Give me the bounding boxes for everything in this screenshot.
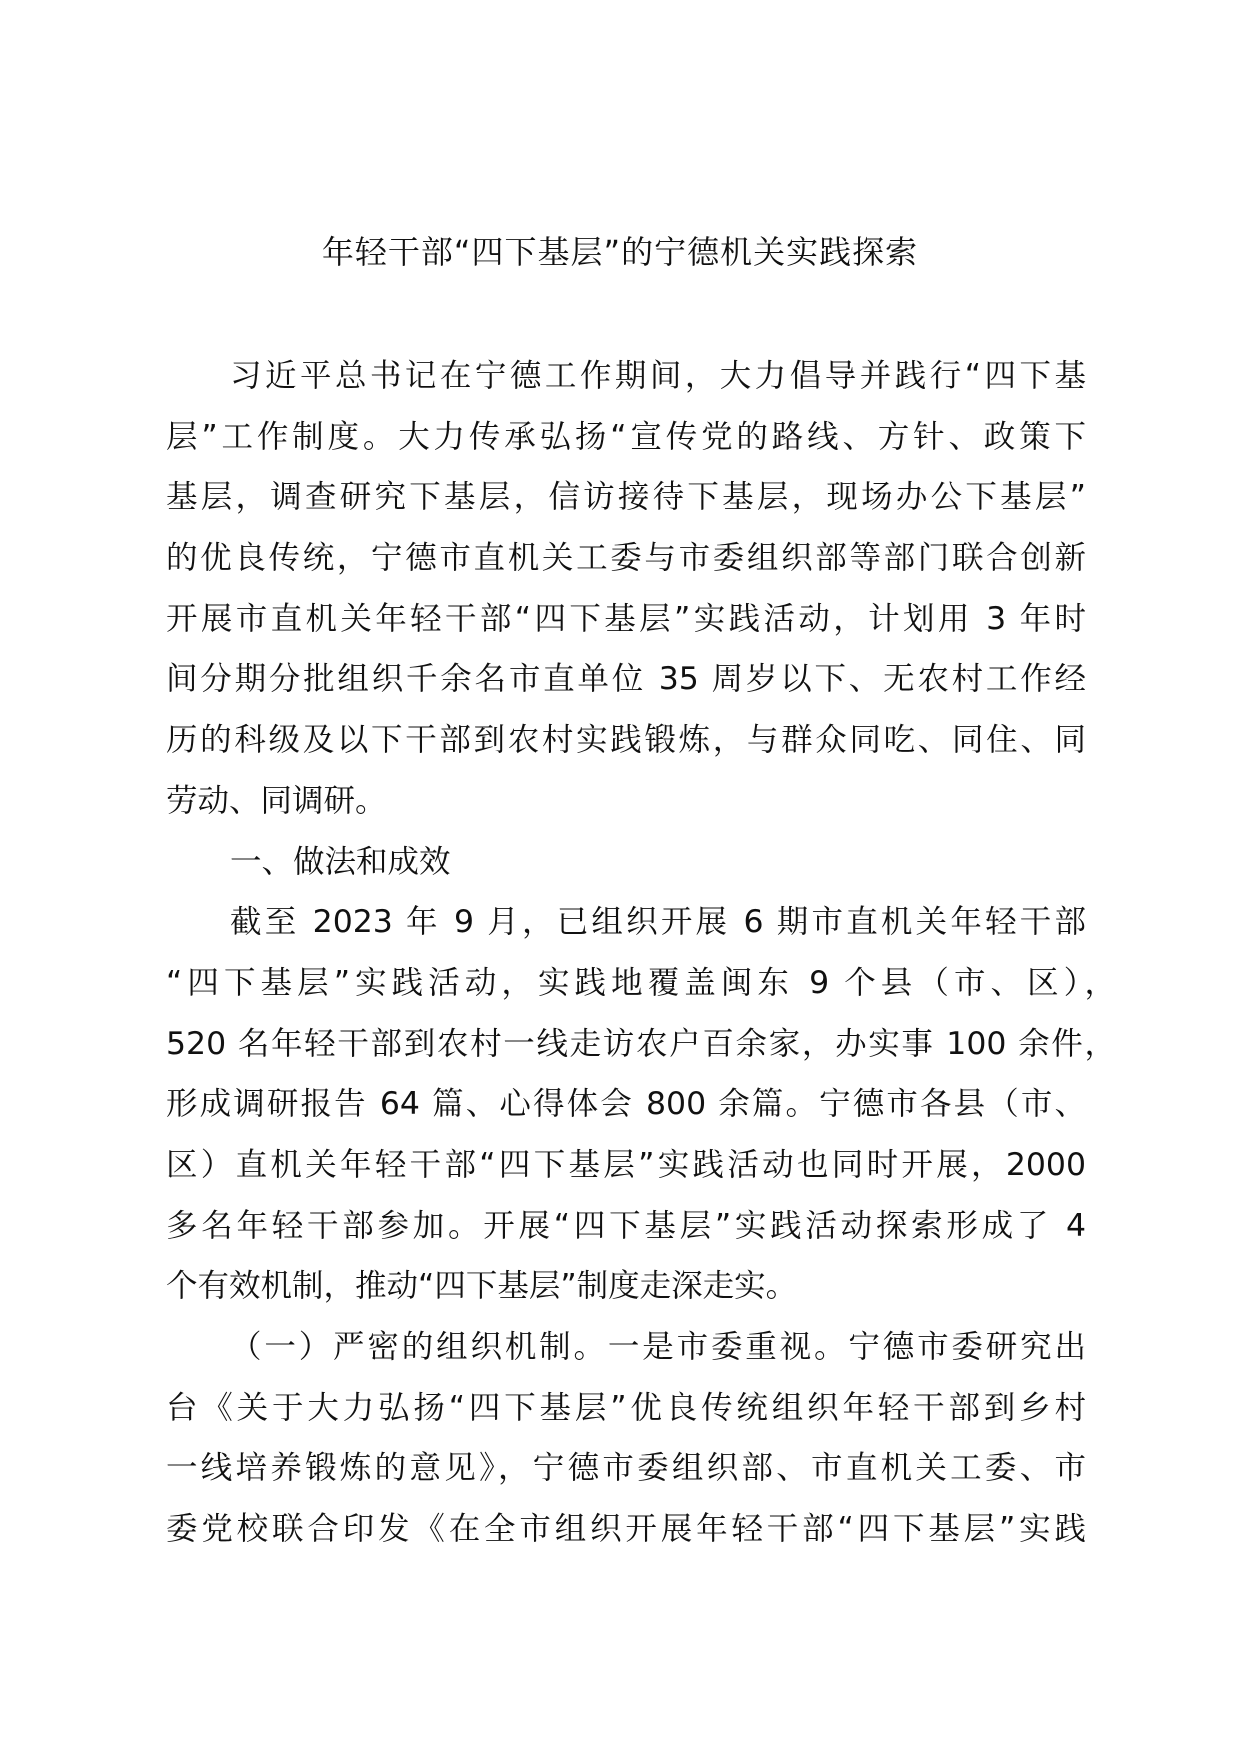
- paragraph-line: 截至 2023 年 9 月，已组织开展 6 期市直机关年轻干部: [230, 904, 1086, 941]
- paragraph-line: 多名年轻干部参加。开展“四下基层”实践活动探索形成了 4: [166, 1207, 1086, 1244]
- paragraph-line: “四下基层”实践活动，实践地覆盖闽东 9 个县（市、区），: [166, 964, 1116, 1001]
- paragraph-line: 台《关于大力弘扬“四下基层”优良传统组织年轻干部到乡村: [166, 1389, 1086, 1426]
- paragraph-line: 520 名年轻干部到农村一线走访农户百余家，办实事 100 余件，: [166, 1025, 1116, 1062]
- paragraph-line: 委党校联合印发《在全市组织开展年轻干部“四下基层”实践: [166, 1511, 1086, 1548]
- paragraph-line: 开展市直机关年轻干部“四下基层”实践活动，计划用 3 年时: [166, 600, 1086, 637]
- paragraph-line: 间分期分批组织千余名市直单位 35 周岁以下、无农村工作经: [166, 661, 1086, 698]
- paragraph-line: 的优良传统，宁德市直机关工委与市委组织部等部门联合创新: [166, 540, 1086, 577]
- section-heading: 一、做法和成效: [230, 843, 451, 880]
- document-title: 年轻干部“四下基层”的宁德机关实践探索: [321, 233, 919, 271]
- document-body: [166, 346, 1116, 1560]
- paragraph-line: 习近平总书记在宁德工作期间，大力倡导并践行“四下基: [230, 358, 1086, 394]
- paragraph-line: （一）严密的组织机制。一是市委重视。宁德市委研究出: [230, 1329, 1086, 1365]
- paragraph-line: 一线培养锻炼的意见》，宁德市委组织部、市直机关工委、市: [166, 1450, 1086, 1487]
- paragraph-line: 历的科级及以下干部到农村实践锻炼，与群众同吃、同住、同: [166, 722, 1086, 759]
- paragraph-line: 基层，调查研究下基层，信访接待下基层，现场办公下基层”: [166, 479, 1086, 516]
- paragraph-line: 区）直机关年轻干部“四下基层”实践活动也同时开展，2000: [166, 1146, 1086, 1183]
- paragraph-line: 个有效机制，推动“四下基层”制度走深走实。: [166, 1268, 798, 1305]
- paragraph-line: 劳动、同调研。: [166, 782, 387, 819]
- paragraph-line: 形成调研报告 64 篇、心得体会 800 余篇。宁德市各县（市、: [166, 1086, 1086, 1123]
- paragraph-line: 层”工作制度。大力传承弘扬“宣传党的路线、方针、政策下: [166, 418, 1086, 455]
